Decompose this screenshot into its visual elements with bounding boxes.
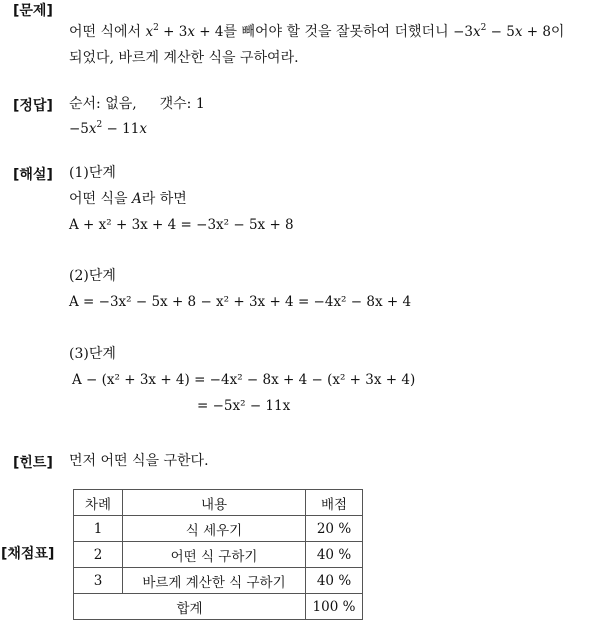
grading-label: [채점표] bbox=[1, 546, 55, 562]
problem-label: [문제] bbox=[13, 3, 53, 19]
row-content: 어떤 식 구하기 bbox=[123, 542, 306, 568]
row-content: 바르게 계산한 식 구하기 bbox=[123, 568, 306, 594]
step3-equation-1: A − (x² + 3x + 4) = −4x² − 8x + 4 − (x² + 3x + 4) bbox=[72, 372, 416, 388]
answer-label: [정답] bbox=[13, 98, 53, 114]
table-row bbox=[74, 542, 363, 568]
table-row bbox=[74, 516, 363, 542]
total-value: 100 % bbox=[306, 594, 363, 620]
grading-table bbox=[73, 489, 363, 620]
row-points: 20 % bbox=[306, 516, 363, 542]
header-order: 차례 bbox=[74, 490, 123, 516]
row-order: 3 bbox=[74, 568, 123, 594]
step1-equation: A + x² + 3x + 4 = −3x² − 5x + 8 bbox=[69, 217, 294, 233]
problem-text-c: 이 bbox=[550, 24, 565, 40]
row-points: 40 % bbox=[306, 568, 363, 594]
answer-meta bbox=[69, 94, 205, 114]
row-order: 1 bbox=[74, 516, 123, 542]
step3-equation-2: = −5x² − 11x bbox=[197, 398, 291, 414]
row-content: 식 세우기 bbox=[123, 516, 306, 542]
grading-total-row bbox=[74, 594, 363, 620]
step2-title: (2)단계 bbox=[69, 268, 116, 284]
header-points: 배점 bbox=[306, 490, 363, 516]
step1-title: (1)단계 bbox=[69, 165, 116, 181]
problem-line1 bbox=[69, 22, 564, 42]
step1-text: 어떤 식을 A라 하면 bbox=[69, 191, 187, 207]
total-label: 합계 bbox=[74, 594, 306, 620]
problem-line2: 되었다, 바르게 계산한 식을 구하여라. bbox=[69, 50, 299, 66]
step2-equation: A = −3x² − 5x + 8 − x² + 3x + 4 = −4x² − 8x + 4 bbox=[69, 294, 412, 310]
row-order: 2 bbox=[74, 542, 123, 568]
answer-count: 갯수: 1 bbox=[159, 96, 205, 112]
problem-text-a: 어떤 식에서 bbox=[69, 24, 142, 40]
hint-label: [힌트] bbox=[13, 455, 53, 471]
problem-text-b: 를 빼어야 할 것을 잘못하여 더했더니 bbox=[223, 24, 449, 40]
problem-expr1: $x^2 + 3x + 4$ bbox=[145, 23, 224, 40]
step3-title: (3)단계 bbox=[69, 346, 116, 362]
grading-header-row bbox=[74, 490, 363, 516]
row-points: 40 % bbox=[306, 542, 363, 568]
answer-expression: $-5x^2 - 11x$ bbox=[69, 120, 147, 137]
hint-text: 먼저 어떤 식을 구한다. bbox=[69, 453, 209, 469]
solution-label: [해설] bbox=[13, 167, 53, 183]
problem-expr2: $-3x^2 - 5x + 8$ bbox=[453, 23, 551, 40]
header-content: 내용 bbox=[123, 490, 306, 516]
table-row bbox=[74, 568, 363, 594]
variable-a: A bbox=[132, 191, 142, 207]
answer-order: 순서: 없음, bbox=[69, 96, 137, 112]
